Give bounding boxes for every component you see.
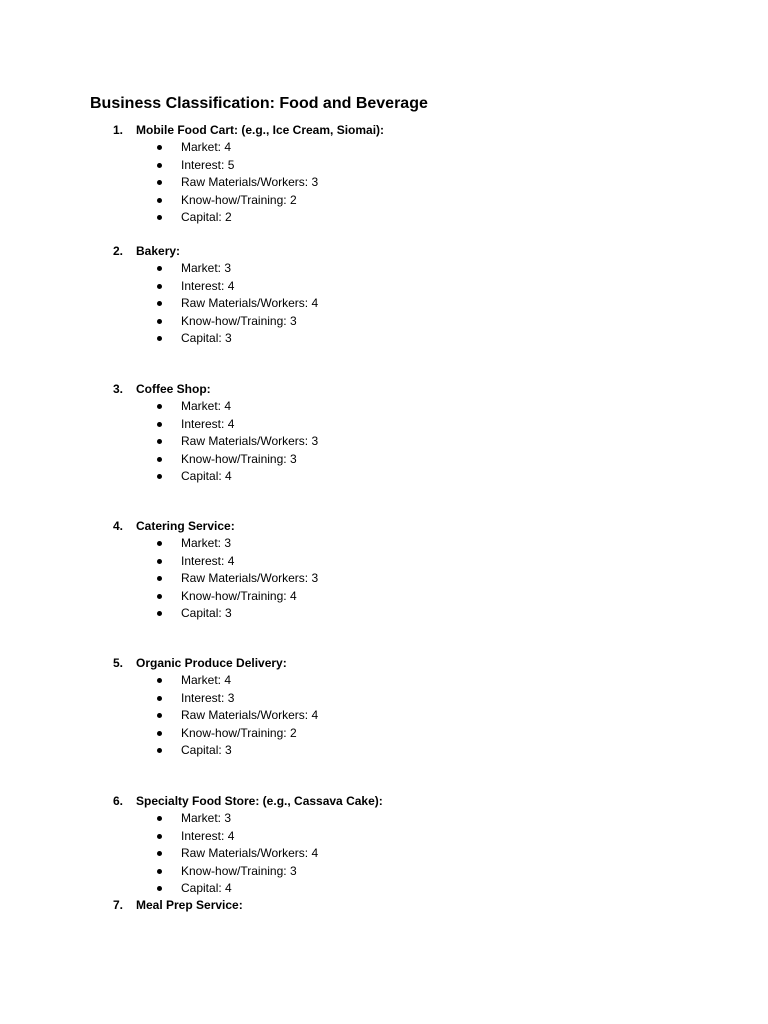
bullet-icon (157, 422, 162, 427)
attribute-item (0, 707, 768, 724)
attribute-item (0, 570, 768, 587)
bullet-icon (157, 301, 162, 306)
bullet-icon (157, 336, 162, 341)
attribute-text: Market: 4 (181, 673, 232, 688)
attribute-text: Capital: 4 (181, 880, 232, 895)
attribute-item (0, 535, 768, 552)
bullet-icon (157, 559, 162, 564)
business-entry-name: Organic Produce Delivery: (136, 656, 287, 670)
attribute-item (0, 468, 768, 485)
bullet-icon (157, 266, 162, 271)
business-entry-heading (0, 243, 768, 260)
bullet-icon (157, 284, 162, 289)
attribute-text: Interest: 4 (181, 553, 235, 568)
business-entry-number: 6. (113, 794, 124, 808)
bullet-icon (157, 713, 162, 718)
business-entry-name: Specialty Food Store: (e.g., Cassava Cake): (136, 794, 383, 808)
business-entry (0, 122, 768, 226)
bullet-icon (157, 215, 162, 220)
bullet-icon (157, 851, 162, 856)
business-entry (0, 897, 768, 914)
attribute-text: Market: 3 (181, 811, 232, 826)
bullet-icon (157, 869, 162, 874)
business-entry-number: 1. (113, 123, 124, 137)
attribute-item (0, 690, 768, 707)
bullet-icon (157, 474, 162, 479)
attribute-text: Market: 3 (181, 261, 232, 276)
bullet-icon (157, 439, 162, 444)
attribute-item (0, 742, 768, 759)
business-entry-name: Meal Prep Service: (136, 898, 243, 912)
attribute-item (0, 278, 768, 295)
business-entry-heading (0, 381, 768, 398)
bullet-icon (157, 886, 162, 891)
bullet-icon (157, 678, 162, 683)
attribute-item (0, 725, 768, 742)
attribute-item (0, 398, 768, 415)
attribute-item (0, 416, 768, 433)
business-entry-number: 3. (113, 382, 124, 396)
bullet-icon (157, 748, 162, 753)
bullet-icon (157, 731, 162, 736)
attribute-text: Know-how/Training: 3 (181, 863, 297, 878)
business-entry (0, 793, 768, 897)
business-entry-number: 7. (113, 898, 124, 912)
attribute-item (0, 433, 768, 450)
business-entry-heading (0, 897, 768, 914)
bullet-icon (157, 145, 162, 150)
attribute-item (0, 260, 768, 277)
attribute-item (0, 192, 768, 209)
business-entry-name: Mobile Food Cart: (e.g., Ice Cream, Siomai): (136, 123, 385, 137)
attribute-item (0, 880, 768, 897)
business-entry-name: Bakery: (136, 244, 181, 258)
business-entry-heading (0, 122, 768, 139)
attribute-item (0, 672, 768, 689)
business-entry-heading (0, 793, 768, 810)
business-entry (0, 518, 768, 622)
bullet-icon (157, 611, 162, 616)
attribute-text: Know-how/Training: 4 (181, 588, 297, 603)
bullet-icon (157, 834, 162, 839)
bullet-icon (157, 198, 162, 203)
attribute-text: Raw Materials/Workers: 3 (181, 434, 319, 449)
attribute-item (0, 174, 768, 191)
business-entry-heading (0, 655, 768, 672)
attribute-text: Capital: 3 (181, 605, 232, 620)
attribute-text: Interest: 5 (181, 157, 235, 172)
bullet-icon (157, 163, 162, 168)
business-entry (0, 243, 768, 347)
attribute-item (0, 157, 768, 174)
business-entry-name: Catering Service: (136, 519, 235, 533)
bullet-icon (157, 696, 162, 701)
attribute-text: Interest: 4 (181, 278, 235, 293)
attribute-item (0, 810, 768, 827)
business-entry (0, 655, 768, 759)
bullet-icon (157, 319, 162, 324)
attribute-text: Raw Materials/Workers: 4 (181, 846, 319, 861)
attribute-text: Market: 4 (181, 399, 232, 414)
bullet-icon (157, 404, 162, 409)
attribute-text: Know-how/Training: 3 (181, 451, 297, 466)
attribute-text: Capital: 4 (181, 468, 232, 483)
attribute-text: Raw Materials/Workers: 3 (181, 175, 319, 190)
bullet-icon (157, 180, 162, 185)
attribute-text: Capital: 3 (181, 742, 232, 757)
attribute-text: Know-how/Training: 3 (181, 313, 297, 328)
attribute-text: Market: 4 (181, 140, 232, 155)
attribute-item (0, 209, 768, 226)
attribute-text: Raw Materials/Workers: 4 (181, 708, 319, 723)
attribute-item (0, 553, 768, 570)
attribute-item (0, 845, 768, 862)
business-entry-heading (0, 518, 768, 535)
attribute-item (0, 588, 768, 605)
attribute-text: Capital: 2 (181, 209, 232, 224)
attribute-text: Interest: 4 (181, 416, 235, 431)
bullet-icon (157, 457, 162, 462)
business-entry-number: 5. (113, 656, 124, 670)
bullet-icon (157, 541, 162, 546)
attribute-text: Market: 3 (181, 536, 232, 551)
attribute-text: Interest: 4 (181, 828, 235, 843)
attribute-item (0, 863, 768, 880)
attribute-item (0, 295, 768, 312)
attribute-text: Capital: 3 (181, 330, 232, 345)
bullet-icon (157, 816, 162, 821)
attribute-item (0, 139, 768, 156)
attribute-item (0, 313, 768, 330)
bullet-icon (157, 576, 162, 581)
attribute-text: Interest: 3 (181, 690, 235, 705)
attribute-text: Know-how/Training: 2 (181, 192, 297, 207)
attribute-text: Raw Materials/Workers: 3 (181, 571, 319, 586)
attribute-item (0, 605, 768, 622)
document-title: Business Classification: Food and Beverage (90, 95, 428, 112)
attribute-item (0, 330, 768, 347)
business-entry-number: 2. (113, 244, 124, 258)
attribute-text: Know-how/Training: 2 (181, 725, 297, 740)
business-entry-number: 4. (113, 519, 124, 533)
attribute-text: Raw Materials/Workers: 4 (181, 296, 319, 311)
attribute-item (0, 828, 768, 845)
attribute-item (0, 451, 768, 468)
bullet-icon (157, 594, 162, 599)
business-entry-name: Coffee Shop: (136, 382, 211, 396)
business-entry (0, 381, 768, 485)
